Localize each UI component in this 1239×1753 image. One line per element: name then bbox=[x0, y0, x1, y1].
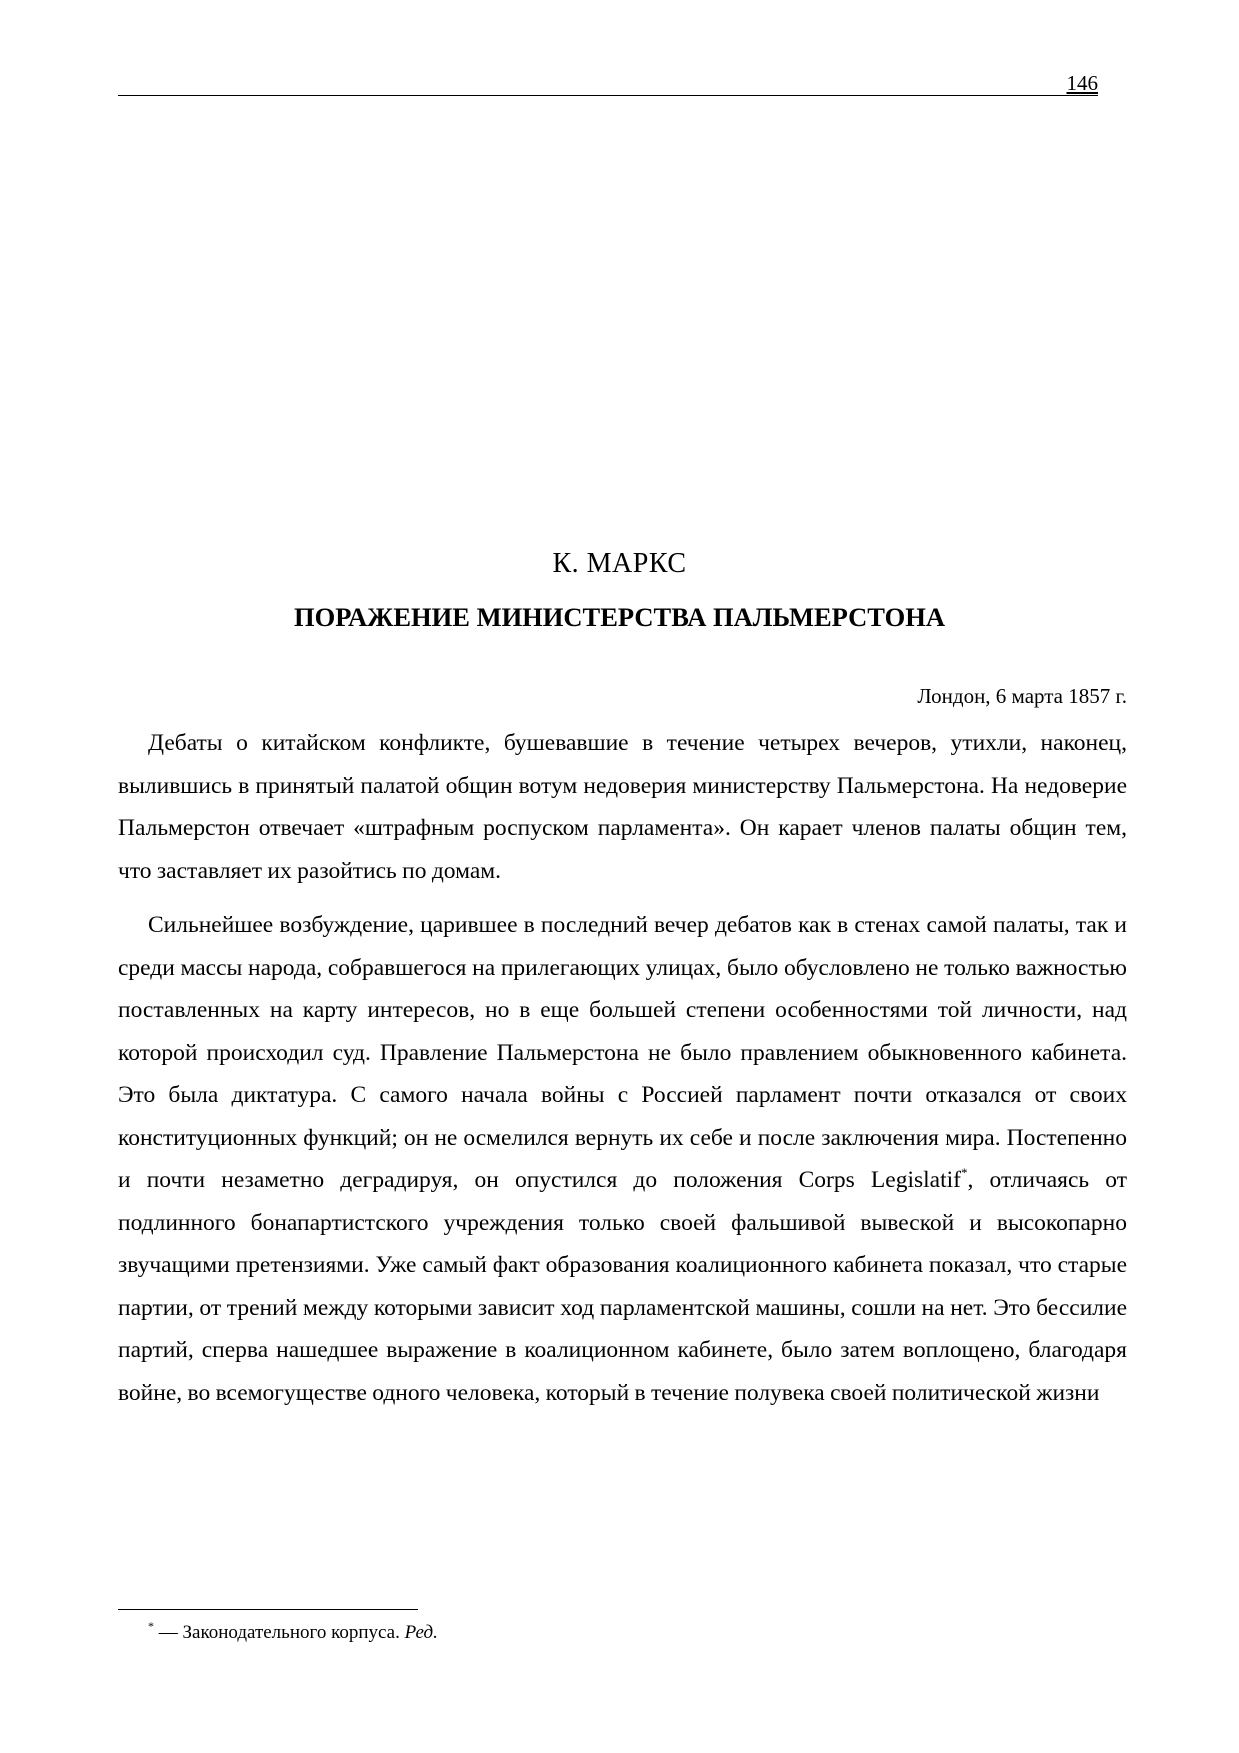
footnote-reference: * bbox=[960, 1165, 968, 1180]
article-body bbox=[118, 722, 1127, 1426]
page-number: 146 bbox=[1066, 71, 1098, 95]
footnote-rule bbox=[118, 1609, 418, 1610]
footnote-text: — Законодательного корпуса. bbox=[154, 1622, 405, 1643]
footnote-editor-note: Ред. bbox=[404, 1622, 438, 1643]
paragraph: Дебаты о китайском конфликте, бушевавшие в течение четырех вечеров, утихли, наконец, вылившись в принятый палатой общин вотум недоверия министерству Пальмерстона. На недоверие Пальмерстон отвечает «штрафным роспуском парламента». Он карает членов палаты общин тем, что заставляет их разойтись по домам. bbox=[118, 730, 1127, 884]
footnote bbox=[148, 1621, 438, 1645]
dateline: Лондон, 6 марта 1857 г. bbox=[917, 684, 1127, 708]
paragraph-text: , отличаясь от подлинного бонапартистского учреждения только своей фальшивой вывеской и высокопарно звучащими претензиями. Уже самый факт образования коалиционного кабинета показал, что старые партии, от трений между которыми зависит ход парламентской машины, сошли на нет. Это бессилие партий, сперва нашедшее выражение в коалиционном кабинете, было затем воплощено, благодаря войне, во всемогуществе одного человека, который в течение полувека своей политической жизни bbox=[118, 1167, 1127, 1406]
paragraph-text: Сильнейшее возбуждение, царившее в последний вечер дебатов как в стенах самой палаты, так и среди массы народа, собравшегося на прилегающих улицах, было обусловлено не только важностью поставленных на карту интересов, но в еще большей степени особенностями той личности, над которой происходил суд. Правление Пальмерстона не было правлением обыкновенного кабинета. Это была диктатура. С самого начала войны с Россией парламент почти отказался от своих конституционных функций; он не осмелился вернуть их себе и после заключения мира. Постепенно и почти незаметно деградируя, он опустился до положения Corps Legislatif bbox=[118, 912, 1127, 1193]
article-title: ПОРАЖЕНИЕ МИНИСТЕРСТВА ПАЛЬМЕРСТОНА bbox=[294, 602, 945, 632]
header-rule bbox=[118, 95, 1098, 96]
paragraph bbox=[118, 904, 1127, 1414]
author-name: К. МАРКС bbox=[552, 548, 687, 579]
footnote-marker: * bbox=[148, 1619, 154, 1633]
